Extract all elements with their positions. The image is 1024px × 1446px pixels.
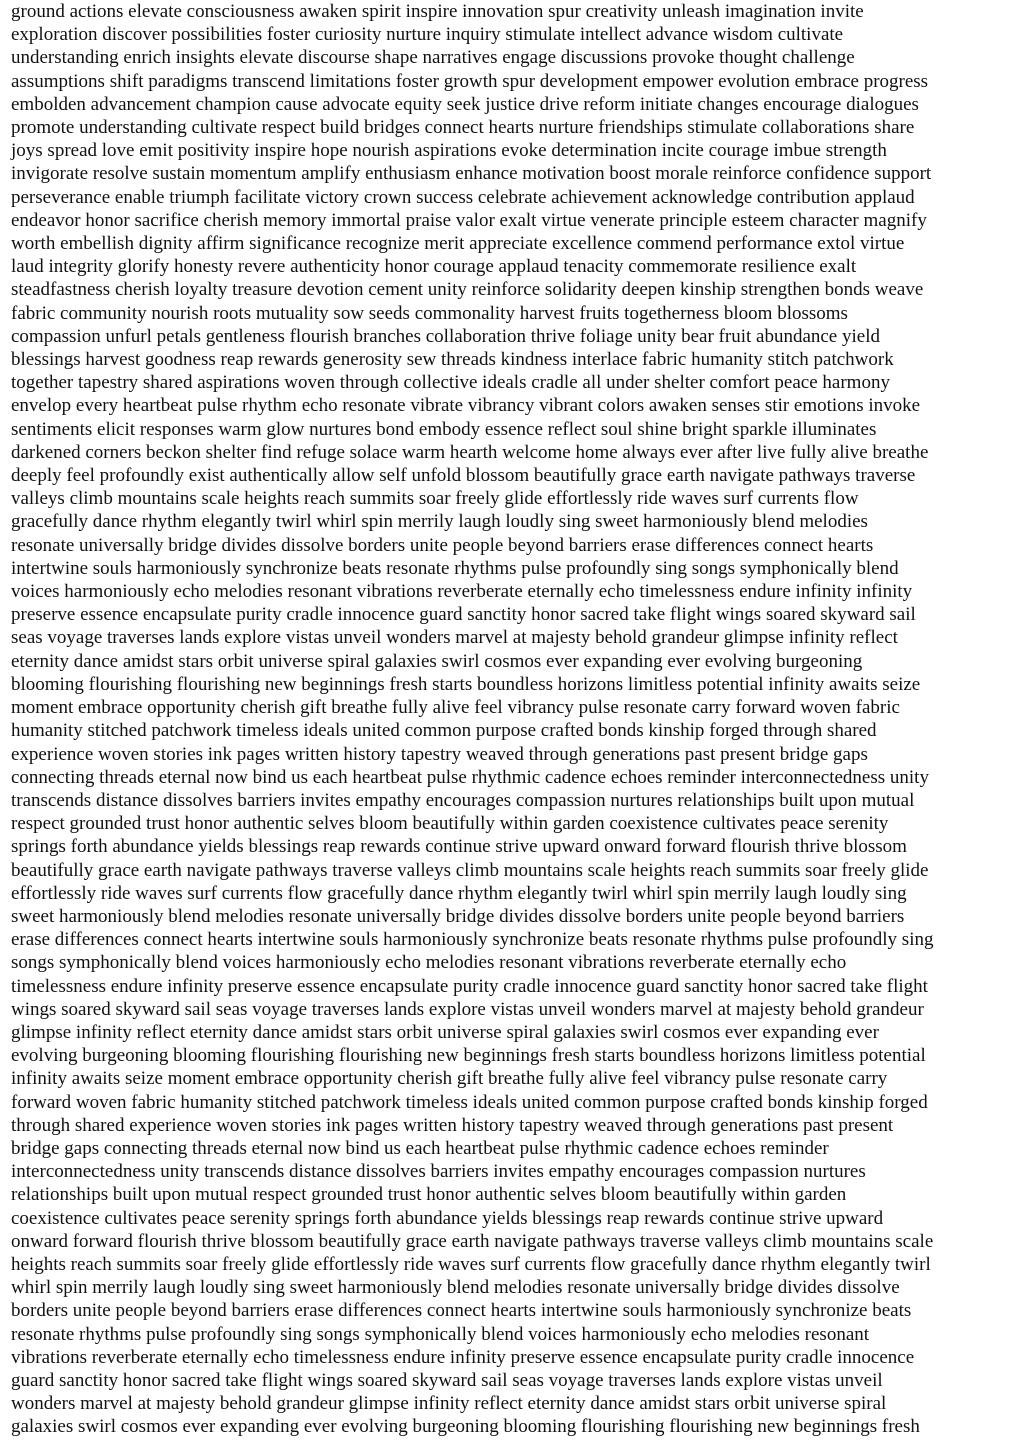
text-line: coexistence cultivates peace serenity springs forth abundance yields blessings reap rewards continue strive upward bbox=[11, 1207, 884, 1229]
text-line: understanding enrich insights elevate discourse shape narratives engage discussions provoke thought challenge bbox=[11, 47, 855, 69]
text-line: beautifully grace earth navigate pathways traverse valleys climb mountains scale heights reach summits soar freely glide bbox=[11, 859, 929, 881]
text-line: songs symphonically blend voices harmoniously echo melodies resonant vibrations reverberate eternally echo bbox=[11, 952, 847, 974]
text-line: relationships built upon mutual respect grounded trust honor authentic selves bloom beautifully within garden bbox=[11, 1184, 847, 1206]
text-line: wings soared skyward sail seas voyage traverses lands explore vistas unveil wonders marvel at majesty behold grandeur bbox=[11, 998, 924, 1020]
text-line: deeply feel profoundly exist authentically allow self unfold blossom beautifully grace earth navigate pathways traverse bbox=[11, 465, 916, 487]
text-line: preserve essence encapsulate purity cradle innocence guard sanctity honor sacred take flight wings soared skyward sail bbox=[11, 604, 916, 626]
text-line: transcends distance dissolves barriers invites empathy encourages compassion nurtures relationships built upon mutual bbox=[11, 789, 915, 811]
text-line: worth embellish dignity affirm significance recognize merit appreciate excellence commend performance extol virtue bbox=[11, 233, 905, 255]
text-line: resonate rhythms pulse profoundly sing songs symphonically blend voices harmoniously echo melodies resonant bbox=[11, 1323, 870, 1345]
text-line: effortlessly ride waves surf currents flow gracefully dance rhythm elegantly twirl whirl spin merrily laugh loudly sing bbox=[11, 882, 907, 904]
text-line: respect grounded trust honor authentic selves bloom beautifully within garden coexistence cultivates peace serenity bbox=[11, 813, 889, 835]
text-line: voices harmoniously echo melodies resonant vibrations reverberate eternally echo timelessness endure infinity infinity bbox=[11, 581, 913, 603]
text-line: intertwine souls harmoniously synchronize beats resonate rhythms pulse profoundly sing songs symphonically blend bbox=[11, 557, 899, 579]
text-line: moment embrace opportunity cherish gift breathe fully alive feel vibrancy pulse resonate carry forward woven fabric bbox=[11, 697, 900, 719]
text-line: connecting threads eternal now bind us each heartbeat pulse rhythmic cadence echoes reminder interconnectedness unity bbox=[11, 766, 929, 788]
text-line: bridge gaps connecting threads eternal now bind us each heartbeat pulse rhythmic cadence echoes reminder bbox=[11, 1137, 829, 1159]
text-line: interconnectedness unity transcends distance dissolves barriers invites empathy encourages compassion nurtures bbox=[11, 1161, 866, 1183]
text-line: exploration discover possibilities foster curiosity nurture inquiry stimulate intellect advance wisdom cultivate bbox=[11, 24, 844, 46]
text-line: wonders marvel at majesty behold grandeur glimpse infinity reflect eternity dance amidst stars orbit universe spiral bbox=[11, 1393, 887, 1415]
text-line: infinity awaits seize moment embrace opportunity cherish gift breathe fully alive feel vibrancy pulse resonate carry bbox=[11, 1068, 888, 1090]
text-line: seas voyage traverses lands explore vistas unveil wonders marvel at majesty behold grandeur glimpse infinity reflect bbox=[11, 627, 898, 649]
text-line: together tapestry shared aspirations woven through collective ideals cradle all under shelter comfort peace harmony bbox=[11, 372, 890, 394]
text-line: valleys climb mountains scale heights reach summits soar freely glide effortlessly ride waves surf currents flow bbox=[11, 488, 859, 510]
text-line: sentiments elicit responses warm glow nurtures bond embody essence reflect soul shine bright sparkle illuminates bbox=[11, 418, 877, 440]
text-line: vibrations reverberate eternally echo timelessness endure infinity preserve essence encapsulate purity cradle innocence bbox=[11, 1346, 915, 1368]
text-line: timelessness endure infinity preserve essence encapsulate purity cradle innocence guard sanctity honor sacred take flight bbox=[11, 975, 928, 997]
text-line: onward forward flourish thrive blossom beautifully grace earth navigate pathways traverse valleys climb mountains scale bbox=[11, 1230, 934, 1252]
text-line: perseverance enable triumph facilitate victory crown success celebrate achievement acknowledge contribution applaud bbox=[11, 186, 915, 208]
text-line: sweet harmoniously blend melodies resonate universally bridge divides dissolve borders unite people beyond barriers bbox=[11, 905, 905, 927]
text-line: guard sanctity honor sacred take flight wings soared skyward sail seas voyage traverses lands explore vistas unveil bbox=[11, 1369, 883, 1391]
text-line: blooming flourishing flourishing new beginnings fresh starts boundless horizons limitless potential infinity awaits seize bbox=[11, 673, 921, 695]
text-line: joys spread love emit positivity inspire hope nourish aspirations evoke determination incite courage imbue strength bbox=[11, 140, 887, 162]
text-line: glimpse infinity reflect eternity dance amidst stars orbit universe spiral galaxies swirl cosmos ever expanding ever bbox=[11, 1021, 879, 1043]
text-line: galaxies swirl cosmos ever expanding ever evolving burgeoning blooming flourishing flourishing new beginnings fresh bbox=[11, 1416, 920, 1438]
text-line: through shared experience woven stories ink pages written history tapestry weaved through generations past present bbox=[11, 1114, 894, 1136]
text-line: compassion unfurl petals gentleness flourish branches collaboration thrive foliage unity bear fruit abundance yield bbox=[11, 325, 880, 347]
text-line: laud integrity glorify honesty revere authenticity honor courage applaud tenacity commemorate resilience exalt bbox=[11, 256, 857, 278]
text-line: erase differences connect hearts intertwine souls harmoniously synchronize beats resonate rhythms pulse profoundly sing bbox=[11, 929, 934, 951]
text-line: resonate universally bridge divides dissolve borders unite people beyond barriers erase differences connect hearts bbox=[11, 534, 874, 556]
text-line: gracefully dance rhythm elegantly twirl whirl spin merrily laugh loudly sing sweet harmoniously blend melodies bbox=[11, 511, 868, 533]
text-line: borders unite people beyond barriers erase differences connect hearts intertwine souls harmoniously synchronize beats bbox=[11, 1300, 912, 1322]
text-line: blessings harvest goodness reap rewards generosity sew threads kindness interlace fabric humanity stitch patchwork bbox=[11, 349, 894, 371]
text-line: springs forth abundance yields blessings reap rewards continue strive upward onward forward flourish thrive blossom bbox=[11, 836, 907, 858]
text-line: embolden advancement champion cause advocate equity seek justice drive reform initiate changes encourage dialogues bbox=[11, 93, 919, 115]
text-line: eternity dance amidst stars orbit universe spiral galaxies swirl cosmos ever expanding ever evolving burgeoning bbox=[11, 650, 863, 672]
text-line: promote understanding cultivate respect build bridges connect hearts nurture friendships stimulate collaborations share bbox=[11, 117, 915, 139]
text-line: endeavor honor sacrifice cherish memory immortal praise valor exalt virtue venerate principle esteem character magnify bbox=[11, 209, 927, 231]
text-line: fabric community nourish roots mutuality sow seeds commonality harvest fruits togetherness bloom blossoms bbox=[11, 302, 848, 324]
text-line: evolving burgeoning blooming flourishing flourishing new beginnings fresh starts boundless horizons limitless potential bbox=[11, 1045, 926, 1067]
text-line: experience woven stories ink pages written history tapestry weaved through generations past present bridge gaps bbox=[11, 743, 868, 765]
text-line: forward woven fabric humanity stitched patchwork timeless ideals united common purpose crafted bonds kinship forged bbox=[11, 1091, 928, 1113]
document-body bbox=[11, 0, 1015, 1439]
text-line: humanity stitched patchwork timeless ideals united common purpose crafted bonds kinship forged through shared bbox=[11, 720, 877, 742]
text-line: assumptions shift paradigms transcend limitations foster growth spur development empower evolution embrace progress bbox=[11, 70, 929, 92]
text-line: darkened corners beckon shelter find refuge solace warm hearth welcome home always ever after live fully alive breathe bbox=[11, 441, 929, 463]
text-line: ground actions elevate consciousness awaken spirit inspire innovation spur creativity unleash imagination invite bbox=[11, 1, 864, 22]
text-line: invigorate resolve sustain momentum amplify enthusiasm enhance motivation boost morale reinforce confidence support bbox=[11, 163, 932, 185]
text-line: heights reach summits soar freely glide effortlessly ride waves surf currents flow gracefully dance rhythm elegantly twirl bbox=[11, 1253, 931, 1275]
text-line: envelop every heartbeat pulse rhythm echo resonate vibrate vibrancy vibrant colors awaken senses stir emotions invoke bbox=[11, 395, 921, 417]
text-line: whirl spin merrily laugh loudly sing sweet harmoniously blend melodies resonate universally bridge divides dissolve bbox=[11, 1277, 900, 1299]
text-line: steadfastness cherish loyalty treasure devotion cement unity reinforce solidarity deepen kinship strengthen bonds weave bbox=[11, 279, 924, 301]
